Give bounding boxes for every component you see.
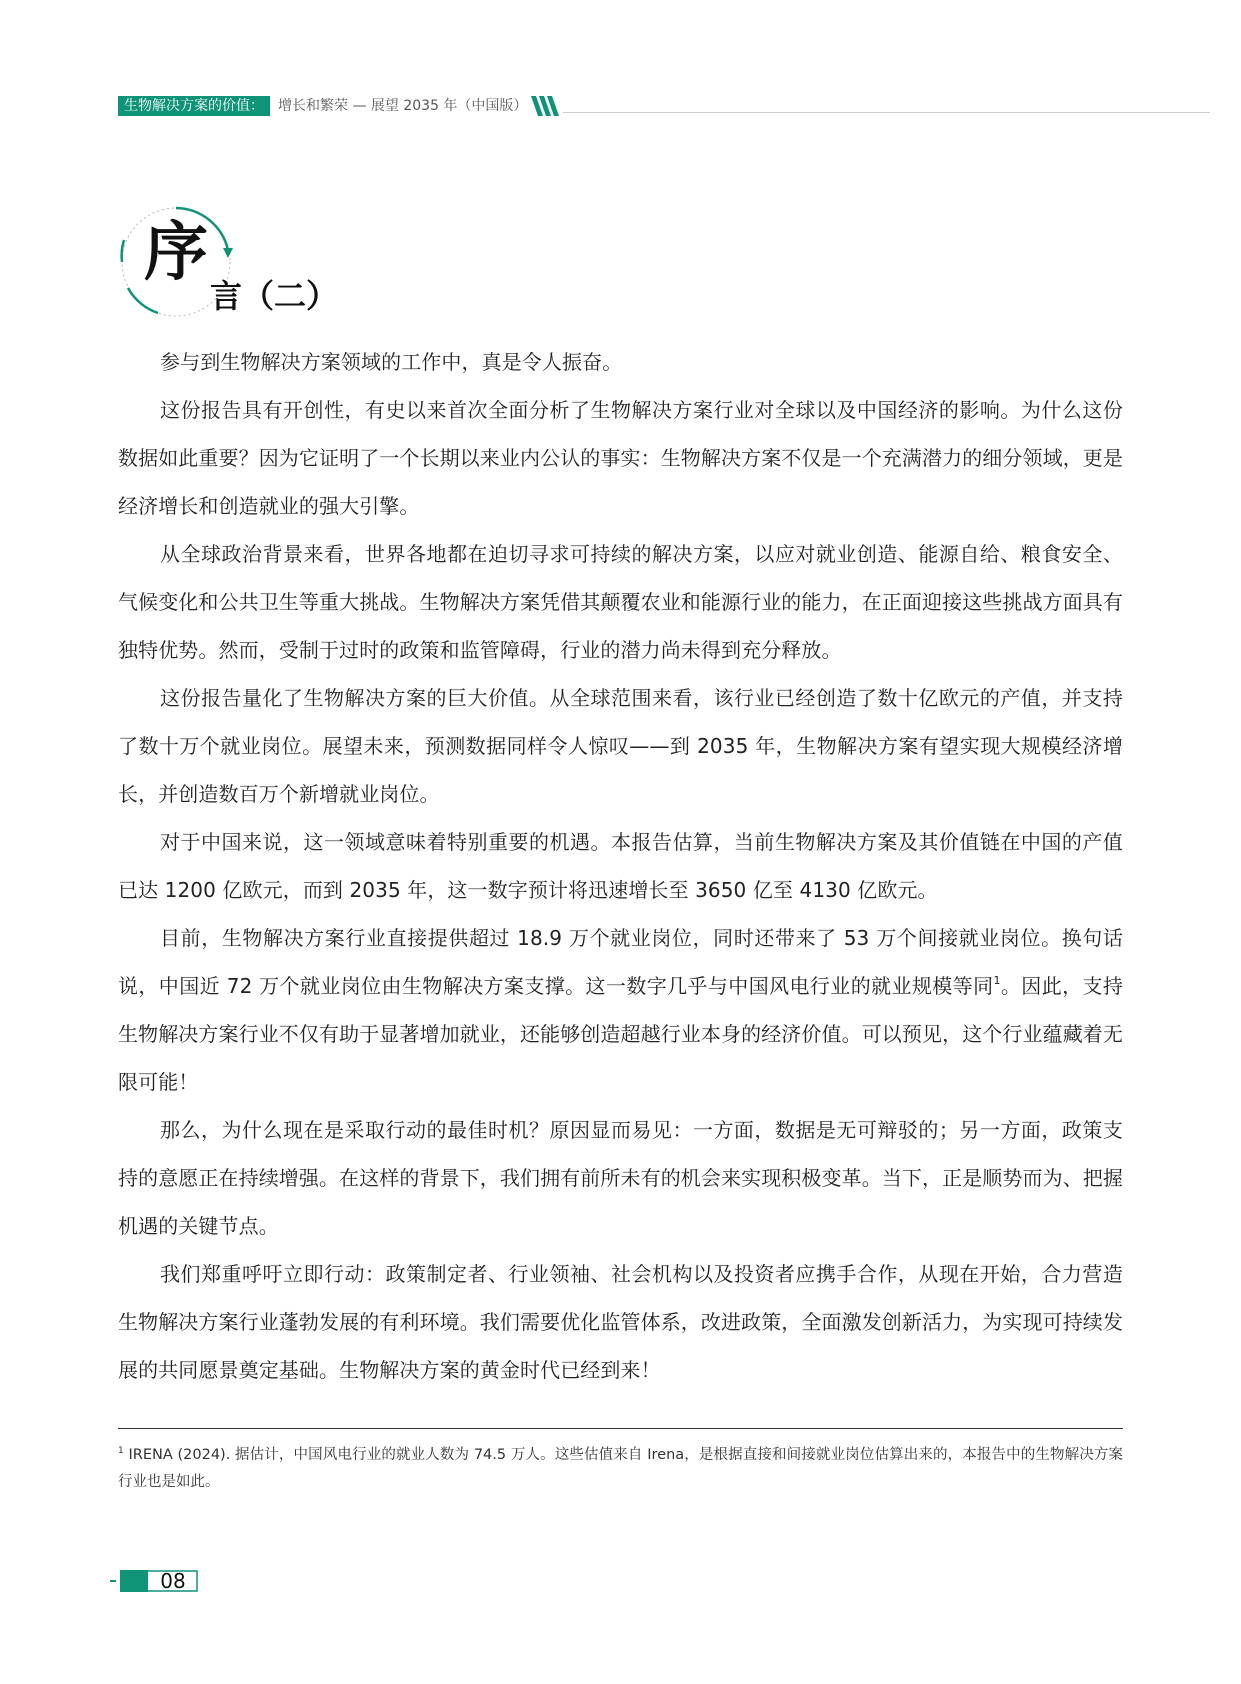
paragraph bbox=[118, 914, 1123, 1106]
running-header bbox=[118, 96, 1210, 116]
body-text bbox=[118, 338, 1123, 1394]
page-number-block bbox=[120, 1570, 148, 1592]
title-main-char: 序 bbox=[144, 216, 208, 290]
title-sub: 言（二） bbox=[210, 277, 339, 315]
paragraph: 对于中国来说，这一领域意味着特别重要的机遇。本报告估算，当前生物解决方案及其价值链在中国的产值已达 1200 亿欧元，而到 2035 年，这一数字预计将迅速增长至 3650 亿至 4130 亿欧元。 bbox=[118, 830, 1123, 902]
header-tag: 生物解决方案的价值： bbox=[118, 96, 270, 116]
footnote bbox=[118, 1442, 1123, 1496]
paragraph: 那么，为什么现在是采取行动的最佳时机？原因显而易见：一方面，数据是无可辩驳的；另一方面，政策支持的意愿正在持续增强。在这样的背景下，我们拥有前所未有的机会来实现积极变革。当下，正是顺势而为、把握机遇的关键节点。 bbox=[118, 1118, 1123, 1238]
footnote-text: IRENA (2024). 据估计，中国风电行业的就业人数为 74.5 万人。这些估值来自 Irena，是根据直接和间接就业岗位估算出来的，本报告中的生物解决方案行业也是如此。 bbox=[118, 1447, 1123, 1490]
header-rule bbox=[563, 111, 1210, 113]
paragraph: 这份报告量化了生物解决方案的巨大价值。从全球范围来看，该行业已经创造了数十亿欧元的产值，并支持了数十万个就业岗位。展望未来，预测数据同样令人惊叹——到 2035 年，生物解决方案有望实现大规模经济增长，并创造数百万个新增就业岗位。 bbox=[118, 686, 1123, 806]
header-subtitle: 增长和繁荣 — 展望 2035 年（中国版） bbox=[278, 98, 528, 114]
paragraph-text: 目前，生物解决方案行业直接提供超过 18.9 万个就业岗位，同时还带来了 53 万个间接就业岗位。换句话说，中国近 72 万个就业岗位由生物解决方案支撑。这一数字几乎与中国风电行业的就业规模等同 bbox=[118, 926, 1123, 998]
section-title bbox=[114, 200, 434, 330]
paragraph: 参与到生物解决方案领域的工作中，真是令人振奋。 bbox=[160, 350, 623, 374]
stripes-icon bbox=[531, 96, 559, 116]
paragraph: 这份报告具有开创性，有史以来首次全面分析了生物解决方案行业对全球以及中国经济的影响。为什么这份数据如此重要？因为它证明了一个长期以来业内公认的事实：生物解决方案不仅是一个充满潜力的细分领域，更是经济增长和创造就业的强大引擎。 bbox=[118, 398, 1123, 518]
paragraph-text: 。因此，支持生物解决方案行业不仅有助于显著增加就业，还能够创造超越行业本身的经济价值。可以预见，这个行业蕴藏着无限可能！ bbox=[118, 974, 1123, 1094]
footnote-marker: 1 bbox=[118, 1446, 124, 1456]
page-number-dash bbox=[110, 1580, 116, 1582]
paragraph: 我们郑重呼吁立即行动：政策制定者、行业领袖、社会机构以及投资者应携手合作，从现在开始，合力营造生物解决方案行业蓬勃发展的有利环境。我们需要优化监管体系，改进政策，全面激发创新活力，为实现可持续发展的共同愿景奠定基础。生物解决方案的黄金时代已经到来！ bbox=[118, 1262, 1123, 1382]
footnote-ref[interactable]: 1 bbox=[993, 974, 1001, 987]
page-number-badge bbox=[108, 1566, 202, 1596]
paragraph: 从全球政治背景来看，世界各地都在迫切寻求可持续的解决方案，以应对就业创造、能源自给、粮食安全、气候变化和公共卫生等重大挑战。生物解决方案凭借其颠覆农业和能源行业的能力，在正面迎接这些挑战方面具有独特优势。然而，受制于过时的政策和监管障碍，行业的潜力尚未得到充分释放。 bbox=[118, 542, 1123, 662]
footnote-rule bbox=[118, 1428, 1123, 1429]
page-number: 08 bbox=[160, 1569, 186, 1593]
